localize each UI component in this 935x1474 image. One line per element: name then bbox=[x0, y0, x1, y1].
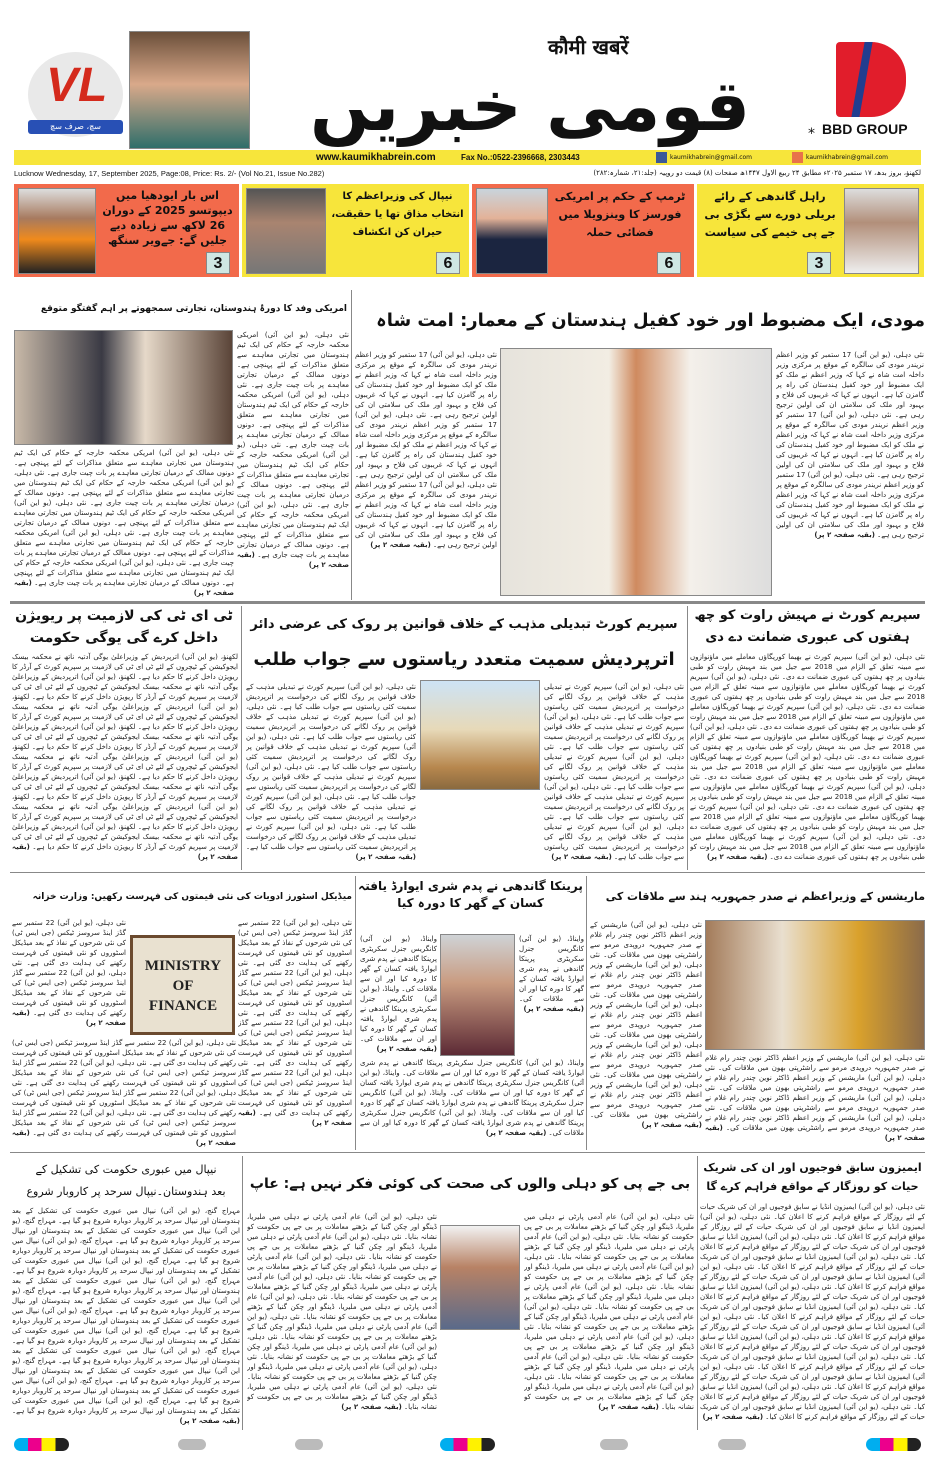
teaser-text: ٹرمپ کے حکم پر امریکی فورسز کا وینزویلا میں فضائی حملہ bbox=[554, 190, 686, 239]
priyanka-body: وایناڈ، (یو این آئی) کانگریس جنرل سکریٹری پرینکا گاندھی نے پدم شری ایوارڈ یافتہ کسان کے گھر کا دورہ کیا اور ان سے ملاقات کی۔ وایناڈ، (یو این آئی) کانگریس جنرل سکریٹری پرینکا گاندھی نے پدم شری ایوارڈ یافتہ کسان کے گھر کا دورہ کیا اور ان سے ملاقات کی۔ وایناڈ، (یو این آئی) کانگریس جنرل سکریٹری پرینکا گاندھی نے پدم شری ایوارڈ یافتہ کسان کے گھر کا دورہ کیا اور ان سے ملاقات کی۔ وایناڈ، (یو این آئی) کانگریس جنرل سکریٹری پرینکا گاندھی نے پدم شری ایوارڈ یافتہ کسان کے گھر کا دورہ کیا اور ان سے ملاقات کی۔ (بقیہ صفحہ ۲ پر) bbox=[360, 1059, 584, 1137]
medical-body: نئی دہلی، (یو این آئی) 22 ستمبر سے گڈز اینڈ سروسز ٹیکس (جی ایس ٹی) کی نئی شرحوں کے نفاذ کے بعد میڈیکل اسٹوروں کو نئی قیمتوں کی فہرست رکھنے کی ہدایت دی گئی ہے۔ نئی دہلی، (یو این آئی) 22 ستمبر سے گڈز اینڈ سروسز ٹیکس (جی ایس ٹی) کی نئی شرحوں کے نفاذ کے بعد میڈیکل اسٹوروں کو نئی قیمتوں کی فہرست رکھنے کی ہدایت دی گئی ہے۔ (بقیہ صفحہ ۲ پر) bbox=[12, 919, 126, 1027]
continued-label: (بقیہ صفحہ ۲ پر) bbox=[702, 1413, 764, 1421]
priyanka-headline[interactable]: پرینکا گاندھی نے پدم شری ایوارڈ یافتہ کسان کے گھر کا دورہ کیا bbox=[358, 879, 583, 910]
mahesh-raut-headline[interactable]: سپریم کورٹ نے مہیش راوت کو چھ ہفتوں کی عبوری ضمانت دے دی bbox=[694, 608, 921, 645]
medical-headline[interactable]: میڈیکل اسٹورز ادویات کی نئی قیمتوں کی فہرست رکھیں: وزارت خزانہ bbox=[32, 892, 352, 902]
left-logo bbox=[28, 52, 123, 137]
continued-label: (بقیہ صفحہ ۲ پر) bbox=[237, 551, 349, 569]
dateline-english: Lucknow Wednesday, 17, September 2025, Page:08, Price: Rs. 2/- (Vol No.21, Issue No.282) bbox=[14, 169, 325, 178]
masthead-star: * bbox=[808, 126, 815, 142]
supreme-court-body: نئی دہلی، (یو این آئی) سپریم کورٹ نے تبدیلی مذہب کے خلاف قوانین پر روک لگانے کی درخواست پر اترپردیش سمیت کئی ریاستوں سے جواب طلب کیا ہے۔ نئی دہلی، (یو این آئی) سپریم کورٹ نے تبدیلی مذہب کے خلاف قوانین پر روک لگانے کی درخواست پر اترپردیش سمیت کئی ریاستوں سے جواب طلب کیا ہے۔ نئی دہلی، (یو این آئی) سپریم کورٹ نے تبدیلی مذہب کے خلاف قوانین پر روک لگانے کی درخواست پر اترپردیش سمیت کئی ریاستوں سے جواب طلب کیا ہے۔ نئی دہلی، (یو این آئی) سپریم کورٹ نے تبدیلی مذہب کے خلاف قوانین پر روک لگانے کی درخواست پر اترپردیش سمیت کئی ریاستوں سے جواب طلب کیا ہے۔ نئی دہلی، (یو این آئی) سپریم کورٹ نے تبدیلی مذہب کے خلاف قوانین پر روک لگانے کی درخواست پر اترپردیش سمیت کئی ریاستوں سے جواب طلب کیا ہے۔ نئی دہلی، (یو این آئی) سپریم کورٹ نے تبدیلی مذہب کے خلاف قوانین پر روک لگانے کی درخواست پر اترپردیش سمیت کئی ریاستوں سے جواب طلب کیا ہے۔ (بقیہ صفحہ ۲ پر) bbox=[246, 683, 416, 861]
page-number: 3 bbox=[807, 252, 831, 274]
column-divider bbox=[687, 606, 688, 870]
medical-body: نئی دہلی، (یو این آئی) 22 ستمبر سے گڈز اینڈ سروسز ٹیکس (جی ایس ٹی) کی نئی شرحوں کے نفاذ کے بعد میڈیکل اسٹوروں کو نئی قیمتوں کی فہرست رکھنے کی ہدایت دی گئی ہے۔ نئی دہلی، (یو این آئی) 22 ستمبر سے گڈز اینڈ سروسز ٹیکس (جی ایس ٹی) کی نئی شرحوں کے نفاذ کے بعد میڈیکل اسٹوروں کو نئی قیمتوں کی فہرست رکھنے کی ہدایت دی گئی ہے۔ نئی دہلی، (یو این آئی) 22 ستمبر سے گڈز اینڈ سروسز ٹیکس (جی ایس ٹی) کی نئی شرحوں کے نفاذ کے بعد میڈیکل اسٹوروں کو نئی قیمتوں کی فہرست رکھنے کی ہدایت دی گئی ہے۔ نئی دہلی، (یو این آئی) 22 ستمبر سے گڈز اینڈ سروسز ٹیکس (جی ایس ٹی) کی نئی شرحوں کے نفاذ کے بعد میڈیکل اسٹوروں کو نئی قیمتوں کی فہرست رکھنے کی ہدایت دی گئی ہے۔ (بقیہ صفحہ ۲ پر) bbox=[238, 919, 352, 1127]
priyanka-photo bbox=[440, 934, 515, 1056]
ministry-of-finance-photo bbox=[130, 935, 235, 1035]
main-story-body: نئی دہلی، (یو این آئی) 17 ستمبر کو وزیر اعظم نریندر مودی کی سالگرہ کے موقع پر مرکزی وزیر داخلہ امت شاہ نے کہا کہ وزیر اعظم نے ملک کو ایک مضبوط اور خود کفیل ہندستان کی راہ پر گامزن کیا ہے۔ انہوں نے کہا کہ غریبوں کی فلاح و بہبود اور ملک کی سلامتی ان کی اولین ترجیح رہی ہے۔ نئی دہلی، (یو این آئی) 17 ستمبر کو وزیر اعظم نریندر مودی کی سالگرہ کے موقع پر مرکزی وزیر داخلہ امت شاہ نے کہا کہ وزیر اعظم نے ملک کو ایک مضبوط اور خود کفیل ہندستان کی راہ پر گامزن کیا ہے۔ انہوں نے کہا کہ غریبوں کی فلاح و بہبود اور ملک کی سلامتی ان کی اولین ترجیح رہی ہے۔ نئی دہلی، (یو این آئی) 17 ستمبر کو وزیر اعظم نریندر مودی کی سالگرہ کے موقع پر مرکزی وزیر داخلہ امت شاہ نے کہا کہ وزیر اعظم نے ملک کو ایک مضبوط اور خود کفیل ہندستان کی راہ پر گامزن کیا ہے۔ انہوں نے کہا کہ غریبوں کی فلاح و بہبود اور ملک کی سلامتی ان کی اولین ترجیح رہی ہے۔ (بقیہ صفحہ ۲ پر) bbox=[355, 351, 497, 549]
continued-label: (بقیہ صفحہ ۲ پر) bbox=[814, 531, 875, 539]
masthead-title: قومی خبریں bbox=[309, 65, 751, 147]
fax-number: Fax No.:0522-2396668, 2303443 bbox=[461, 153, 580, 162]
logo-tagline: سچ، صرف سچ bbox=[28, 120, 123, 134]
column-divider bbox=[241, 606, 242, 870]
nepal-headline[interactable]: نیپال میں عبوری حکومت کی تشکیل کے bbox=[35, 1163, 217, 1176]
amazon-body: نئی دہلی، (یو این آئی) ایمیزون انڈیا نے سابق فوجیوں اور ان کی شریک حیات کے لئے روزگار کے مواقع فراہم کرنے کا اعلان کیا۔ نئی دہلی، (یو این آئی) ایمیزون انڈیا نے سابق فوجیوں اور ان کی شریک حیات کے لئے روزگار کے مواقع فراہم کرنے کا اعلان کیا۔ نئی دہلی، (یو این آئی) ایمیزون انڈیا نے سابق فوجیوں اور ان کی شریک حیات کے لئے روزگار کے مواقع فراہم کرنے کا اعلان کیا۔ نئی دہلی، (یو این آئی) ایمیزون انڈیا نے سابق فوجیوں اور ان کی شریک حیات کے لئے روزگار کے مواقع فراہم کرنے کا اعلان کیا۔ نئی دہلی، (یو این آئی) ایمیزون انڈیا نے سابق فوجیوں اور ان کی شریک حیات کے لئے روزگار کے مواقع فراہم کرنے کا اعلان کیا۔ نئی دہلی، (یو این آئی) ایمیزون انڈیا نے سابق فوجیوں اور ان کی شریک حیات کے لئے روزگار کے مواقع فراہم کرنے کا اعلان کیا۔ نئی دہلی، (یو این آئی) ایمیزون انڈیا نے سابق فوجیوں اور ان کی شریک حیات کے لئے روزگار کے مواقع فراہم کرنے کا اعلان کیا۔ نئی دہلی، (یو این آئی) ایمیزون انڈیا نے سابق فوجیوں اور ان کی شریک حیات کے لئے روزگار کے مواقع فراہم کرنے کا اعلان کیا۔ نئی دہلی، (یو این آئی) ایمیزون انڈیا نے سابق فوجیوں اور ان کی شریک حیات کے لئے روزگار کے مواقع فراہم کرنے کا اعلان کیا۔ نئی دہلی، (یو این آئی) ایمیزون انڈیا نے سابق فوجیوں اور ان کی شریک حیات کے لئے روزگار کے مواقع فراہم کرنے کا اعلان کیا۔ نئی دہلی، (یو این آئی) ایمیزون انڈیا نے سابق فوجیوں اور ان کی شریک حیات کے لئے روزگار کے مواقع فراہم کرنے کا اعلان کیا۔ نئی دہلی، (یو این آئی) ایمیزون انڈیا نے سابق فوجیوں اور ان کی شریک حیات کے لئے روزگار کے مواقع فراہم کرنے کا اعلان کیا۔ نئی دہلی، (یو این آئی) ایمیزون انڈیا نے سابق فوجیوں اور ان کی شریک حیات کے لئے روزگار کے مواقع فراہم کرنے کا اعلان کیا۔ (بقیہ صفحہ ۲ پر) bbox=[700, 1203, 925, 1421]
us-delegation-headline[interactable]: امریکی وفد کا دورۂ ہندوستان، تجارتی سمجھوتے پر اہم گفتگو متوقع bbox=[40, 304, 347, 314]
supreme-court-subheadline[interactable]: اترپردیش سمیت متعدد ریاستوں سے جواب طلب bbox=[253, 649, 675, 670]
bbd-group-label: BBD GROUP bbox=[822, 121, 908, 137]
teaser-photo bbox=[844, 188, 919, 274]
main-headline[interactable]: مودی، ایک مضبوط اور خود کفیل ہندستان کے معمار: امت شاہ bbox=[376, 310, 925, 331]
website-link[interactable]: www.kaumikhabrein.com bbox=[316, 152, 436, 163]
aap-body: نئی دہلی، (یو این آئی) عام آدمی پارٹی نے دہلی میں ملیریا، ڈینگو اور چکن گنیا کے بڑھتے معاملات پر بی جے پی حکومت کو نشانہ بنایا۔ نئی دہلی، (یو این آئی) عام آدمی پارٹی نے دہلی میں ملیریا، ڈینگو اور چکن گنیا کے بڑھتے معاملات پر بی جے پی حکومت کو نشانہ بنایا۔ نئی دہلی، (یو این آئی) عام آدمی پارٹی نے دہلی میں ملیریا، ڈینگو اور چکن گنیا کے بڑھتے معاملات پر بی جے پی حکومت کو نشانہ بنایا۔ نئی دہلی، (یو این آئی) عام آدمی پارٹی نے دہلی میں ملیریا، ڈینگو اور چکن گنیا کے بڑھتے معاملات پر بی جے پی حکومت کو نشانہ بنایا۔ نئی دہلی، (یو این آئی) عام آدمی پارٹی نے دہلی میں ملیریا، ڈینگو اور چکن گنیا کے بڑھتے معاملات پر بی جے پی حکومت کو نشانہ بنایا۔ نئی دہلی، (یو این آئی) عام آدمی پارٹی نے دہلی میں ملیریا، ڈینگو اور چکن گنیا کے بڑھتے معاملات پر بی جے پی حکومت کو نشانہ بنایا۔ نئی دہلی، (یو این آئی) عام آدمی پارٹی نے دہلی میں ملیریا، ڈینگو اور چکن گنیا کے بڑھتے معاملات پر بی جے پی حکومت کو نشانہ بنایا۔ نئی دہلی، (یو این آئی) عام آدمی پارٹی نے دہلی میں ملیریا، ڈینگو اور چکن گنیا کے بڑھتے معاملات پر بی جے پی حکومت کو نشانہ بنایا۔ نئی دہلی، (یو این آئی) عام آدمی پارٹی نے دہلی میں ملیریا، ڈینگو اور چکن گنیا کے بڑھتے معاملات پر بی جے پی حکومت کو نشانہ بنایا۔ (بقیہ صفحہ ۲ پر) bbox=[247, 1213, 437, 1411]
vl-logo-mark: VL bbox=[46, 59, 108, 112]
ministry-sign-text: MINISTRY OF FINANCE bbox=[144, 958, 222, 1014]
continued-label: (بقیہ صفحہ ۲ پر) bbox=[355, 853, 416, 861]
continued-label: (بقیہ صفحہ ۲ پر) bbox=[12, 843, 238, 861]
teaser-text: اس بار ایودھیا میں دیپوتسو 2025 کے دوران 26 لاکھ سے زیادہ دیے جلیں گے: جےویر سنگھ bbox=[102, 189, 233, 247]
us-delegation-body: نئی دہلی، (یو این آئی) امریکی محکمہ خارجہ کے حکام کی ایک ٹیم ہندوستان میں تجارتی معاہدے سے متعلق مذاکرات کے لئے پہنچی ہے۔ دونوں ممالک کے درمیان تجارتی معاہدے پر بات چیت جاری ہے۔ نئی دہلی، (یو این آئی) امریکی محکمہ خارجہ کے حکام کی ایک ٹیم ہندوستان میں تجارتی معاہدے سے متعلق مذاکرات کے لئے پہنچی ہے۔ دونوں ممالک کے درمیان تجارتی معاہدے پر بات چیت جاری ہے۔ نئی دہلی، (یو این آئی) امریکی محکمہ خارجہ کے حکام کی ایک ٹیم ہندوستان میں تجارتی معاہدے سے متعلق مذاکرات کے لئے پہنچی ہے۔ دونوں ممالک کے درمیان تجارتی معاہدے پر بات چیت جاری ہے۔ نئی دہلی، (یو این آئی) امریکی محکمہ خارجہ کے حکام کی ایک ٹیم ہندوستان میں تجارتی معاہدے سے متعلق مذاکرات کے لئے پہنچی ہے۔ دونوں ممالک کے درمیان تجارتی معاہدے پر بات چیت جاری ہے۔ (بقیہ صفحہ ۲ پر) bbox=[237, 331, 349, 569]
us-delegation-body: نئی دہلی، (یو این آئی) امریکی محکمہ خارجہ کے حکام کی ایک ٹیم ہندوستان میں تجارتی معاہدے سے متعلق مذاکرات کے لئے پہنچی ہے۔ دونوں ممالک کے درمیان تجارتی معاہدے پر بات چیت جاری ہے۔ نئی دہلی، (یو این آئی) امریکی محکمہ خارجہ کے حکام کی ایک ٹیم ہندوستان میں تجارتی معاہدے سے متعلق مذاکرات کے لئے پہنچی ہے۔ دونوں ممالک کے درمیان تجارتی معاہدے پر بات چیت جاری ہے۔ نئی دہلی، (یو این آئی) امریکی محکمہ خارجہ کے حکام کی ایک ٹیم ہندوستان میں تجارتی معاہدے سے متعلق مذاکرات کے لئے پہنچی ہے۔ دونوں ممالک کے درمیان تجارتی معاہدے پر بات چیت جاری ہے۔ نئی دہلی، (یو این آئی) امریکی محکمہ خارجہ کے حکام کی ایک ٹیم ہندوستان میں تجارتی معاہدے سے متعلق مذاکرات کے لئے پہنچی ہے۔ دونوں ممالک کے درمیان تجارتی معاہدے پر بات چیت جاری ہے۔ نئی دہلی، (یو این آئی) امریکی محکمہ خارجہ کے حکام کی ایک ٹیم ہندوستان میں تجارتی معاہدے سے متعلق مذاکرات کے لئے پہنچی ہے۔ دونوں ممالک کے درمیان تجارتی معاہدے پر بات چیت جاری ہے۔ (بقیہ صفحہ ۲ پر) bbox=[14, 449, 234, 597]
continued-label: (بقیہ صفحہ ۲ پر) bbox=[551, 853, 612, 861]
email-icon bbox=[792, 152, 803, 163]
mahesh-raut-body: نئی دہلی، (یو این آئی) سپریم کورٹ نے بھیما کوریگاؤں معاملے میں ماؤنوازوں سے مبینہ تعلق کے الزام میں 2018 سے جیل میں بند مہیش راوت کو طبی بنیادوں پر چھ ہفتوں کی عبوری ضمانت دے دی۔ نئی دہلی، (یو این آئی) سپریم کورٹ نے بھیما کوریگاؤں معاملے میں ماؤنوازوں سے مبینہ تعلق کے الزام میں 2018 سے جیل میں بند مہیش راوت کو طبی بنیادوں پر چھ ہفتوں کی عبوری ضمانت دے دی۔ نئی دہلی، (یو این آئی) سپریم کورٹ نے بھیما کوریگاؤں معاملے میں ماؤنوازوں سے مبینہ تعلق کے الزام میں 2018 سے جیل میں بند مہیش راوت کو طبی بنیادوں پر چھ ہفتوں کی عبوری ضمانت دے دی۔ نئی دہلی، (یو این آئی) سپریم کورٹ نے بھیما کوریگاؤں معاملے میں ماؤنوازوں سے مبینہ تعلق کے الزام میں 2018 سے جیل میں بند مہیش راوت کو طبی بنیادوں پر چھ ہفتوں کی عبوری ضمانت دے دی۔ نئی دہلی، (یو این آئی) سپریم کورٹ نے بھیما کوریگاؤں معاملے میں ماؤنوازوں سے مبینہ تعلق کے الزام میں 2018 سے جیل میں بند مہیش راوت کو طبی بنیادوں پر چھ ہفتوں کی عبوری ضمانت دے دی۔ نئی دہلی، (یو این آئی) سپریم کورٹ نے بھیما کوریگاؤں معاملے میں ماؤنوازوں سے مبینہ تعلق کے الزام میں 2018 سے جیل میں بند مہیش راوت کو طبی بنیادوں پر چھ ہفتوں کی عبوری ضمانت دے دی۔ نئی دہلی، (یو این آئی) سپریم کورٹ نے بھیما کوریگاؤں معاملے میں ماؤنوازوں سے مبینہ تعلق کے الزام میں 2018 سے جیل میں بند مہیش راوت کو طبی بنیادوں پر چھ ہفتوں کی عبوری ضمانت دے دی۔ نئی دہلی، (یو این آئی) سپریم کورٹ نے بھیما کوریگاؤں معاملے میں ماؤنوازوں سے مبینہ تعلق کے الزام میں 2018 سے جیل میں بند مہیش راوت کو طبی بنیادوں پر چھ ہفتوں کی عبوری ضمانت دے دی۔ (بقیہ صفحہ ۲ پر) bbox=[690, 653, 925, 861]
nepal-body: مہراج گنج، (یو این آئی) نیپال میں عبوری حکومت کی تشکیل کے بعد ہندوستان اور نیپال سرحد پر کاروبار دوبارہ شروع ہو گیا ہے۔ مہراج گنج، (یو این آئی) نیپال میں عبوری حکومت کی تشکیل کے بعد ہندوستان اور نیپال سرحد پر کاروبار دوبارہ شروع ہو گیا ہے۔ مہراج گنج، (یو این آئی) نیپال میں عبوری حکومت کی تشکیل کے بعد ہندوستان اور نیپال سرحد پر کاروبار دوبارہ شروع ہو گیا ہے۔ مہراج گنج، (یو این آئی) نیپال میں عبوری حکومت کی تشکیل کے بعد ہندوستان اور نیپال سرحد پر کاروبار دوبارہ شروع ہو گیا ہے۔ مہراج گنج، (یو این آئی) نیپال میں عبوری حکومت کی تشکیل کے بعد ہندوستان اور نیپال سرحد پر کاروبار دوبارہ شروع ہو گیا ہے۔ مہراج گنج، (یو این آئی) نیپال میں عبوری حکومت کی تشکیل کے بعد ہندوستان اور نیپال سرحد پر کاروبار دوبارہ شروع ہو گیا ہے۔ مہراج گنج، (یو این آئی) نیپال میں عبوری حکومت کی تشکیل کے بعد ہندوستان اور نیپال سرحد پر کاروبار دوبارہ شروع ہو گیا ہے۔ مہراج گنج، (یو این آئی) نیپال میں عبوری حکومت کی تشکیل کے بعد ہندوستان اور نیپال سرحد پر کاروبار دوبارہ شروع ہو گیا ہے۔ مہراج گنج، (یو این آئی) نیپال میں عبوری حکومت کی تشکیل کے بعد ہندوستان اور نیپال سرحد پر کاروبار دوبارہ شروع ہو گیا ہے۔ مہراج گنج، (یو این آئی) نیپال میں عبوری حکومت کی تشکیل کے بعد ہندوستان اور نیپال سرحد پر کاروبار دوبارہ شروع ہو گیا ہے۔ مہراج گنج، (یو این آئی) نیپال میں عبوری حکومت کی تشکیل کے بعد ہندوستان اور نیپال سرحد پر کاروبار دوبارہ شروع ہو گیا ہے۔ مہراج گنج، (یو این آئی) نیپال میں عبوری حکومت کی تشکیل کے بعد ہندوستان اور نیپال سرحد پر کاروبار دوبارہ شروع ہو گیا ہے۔ (بقیہ صفحہ ۲ پر) bbox=[12, 1207, 240, 1425]
section-divider bbox=[10, 1152, 925, 1153]
column-divider bbox=[242, 1156, 243, 1430]
teaser-rahul[interactable] bbox=[697, 184, 924, 277]
us-delegation-photo bbox=[14, 330, 233, 445]
tet-headline[interactable]: ٹی ای ٹی کی لازمیت پر ریویژن داخل کرے گی یوگی حکومت bbox=[15, 608, 233, 646]
registration-marker bbox=[295, 1439, 323, 1450]
continued-label: (بقیہ صفحہ ۲ پر) bbox=[179, 1417, 240, 1425]
facebook-link[interactable]: kaumikhabrein@gmail.com bbox=[670, 154, 753, 161]
amazon-headline[interactable]: ایمیزون سابق فوجیوں اور ان کی شریک حیات کو روزگار کے مواقع فراہم کرے گا bbox=[703, 1161, 922, 1193]
column-divider bbox=[697, 1156, 698, 1430]
aap-headline[interactable]: بی جے پی کو دہلی والوں کی صحت کی کوئی فکر نہیں ہے: عاپ bbox=[249, 1176, 691, 1192]
cmyk-marker-right bbox=[866, 1438, 921, 1451]
dateline-urdu: لکھنؤ، بروز بدھ، ۱۷ ستمبر ۲۰۲۵ء مطابق ۲۴ ربیع الاول ۱۴۴۷ھ صفحات (۸) قیمت دو روپیہ (جلد:۲۱، شمارہ:۲۸۲) bbox=[593, 169, 921, 177]
teaser-nepal-pm[interactable] bbox=[242, 184, 469, 277]
teaser-photo bbox=[246, 188, 326, 274]
teaser-text: نیپال کی وزیراعظم کا انتخاب مذاق تھا یا حقیقت، حیران کن انکشاف bbox=[331, 191, 464, 238]
continued-label: (بقیہ صفحہ ۲ پر) bbox=[705, 1124, 925, 1142]
aap-body: نئی دہلی، (یو این آئی) عام آدمی پارٹی نے دہلی میں ملیریا، ڈینگو اور چکن گنیا کے بڑھتے معاملات پر بی جے پی حکومت کو نشانہ بنایا۔ نئی دہلی، (یو این آئی) عام آدمی پارٹی نے دہلی میں ملیریا، ڈینگو اور چکن گنیا کے بڑھتے معاملات پر بی جے پی حکومت کو نشانہ بنایا۔ نئی دہلی، (یو این آئی) عام آدمی پارٹی نے دہلی میں ملیریا، ڈینگو اور چکن گنیا کے بڑھتے معاملات پر بی جے پی حکومت کو نشانہ بنایا۔ نئی دہلی، (یو این آئی) عام آدمی پارٹی نے دہلی میں ملیریا، ڈینگو اور چکن گنیا کے بڑھتے معاملات پر بی جے پی حکومت کو نشانہ بنایا۔ نئی دہلی، (یو این آئی) عام آدمی پارٹی نے دہلی میں ملیریا، ڈینگو اور چکن گنیا کے بڑھتے معاملات پر بی جے پی حکومت کو نشانہ بنایا۔ نئی دہلی، (یو این آئی) عام آدمی پارٹی نے دہلی میں ملیریا، ڈینگو اور چکن گنیا کے بڑھتے معاملات پر بی جے پی حکومت کو نشانہ بنایا۔ نئی دہلی، (یو این آئی) عام آدمی پارٹی نے دہلی میں ملیریا، ڈینگو اور چکن گنیا کے بڑھتے معاملات پر بی جے پی حکومت کو نشانہ بنایا۔ نئی دہلی، (یو این آئی) عام آدمی پارٹی نے دہلی میں ملیریا، ڈینگو اور چکن گنیا کے بڑھتے معاملات پر بی جے پی حکومت کو نشانہ بنایا۔ (بقیہ صفحہ ۲ پر) bbox=[524, 1213, 694, 1411]
mauritius-body: نئی دہلی، (یو این آئی) ماریشس کے وزیر اعظم ڈاکٹر نوین چندر رام غلام نے صدر جمہوریہ دروپدی مرمو سے راشٹرپتی بھون میں ملاقات کی۔ نئی دہلی، (یو این آئی) ماریشس کے وزیر اعظم ڈاکٹر نوین چندر رام غلام نے صدر جمہوریہ دروپدی مرمو سے راشٹرپتی بھون میں ملاقات کی۔ نئی دہلی، (یو این آئی) ماریشس کے وزیر اعظم ڈاکٹر نوین چندر رام غلام نے صدر جمہوریہ دروپدی مرمو سے راشٹرپتی بھون میں ملاقات کی۔ نئی دہلی، (یو این آئی) ماریشس کے وزیر اعظم ڈاکٹر نوین چندر رام غلام نے صدر جمہوریہ دروپدی مرمو سے راشٹرپتی بھون میں ملاقات کی۔ نئی دہلی، (یو این آئی) ماریشس کے وزیر اعظم ڈاکٹر نوین چندر رام غلام نے صدر جمہوریہ دروپدی مرمو سے راشٹرپتی بھون میں ملاقات کی۔ (بقیہ صفحہ ۲ پر) bbox=[590, 921, 702, 1129]
bbd-logo bbox=[836, 42, 906, 117]
registration-marker bbox=[718, 1439, 746, 1450]
column-divider bbox=[355, 876, 356, 1150]
tet-body: لکھنؤ، (یو این آئی) اترپردیش کے وزیراعلیٰ یوگی آدتیہ ناتھ نے محکمہ بیسک ایجوکیشن کے ٹیچروں کے لئے ٹی ای ٹی کی لازمیت پر سپریم کورٹ کے آرڈر کا ریویژن داخل کرنے کا حکم دیا ہے۔ لکھنؤ، (یو این آئی) اترپردیش کے وزیراعلیٰ یوگی آدتیہ ناتھ نے محکمہ بیسک ایجوکیشن کے ٹیچروں کے لئے ٹی ای ٹی کی لازمیت پر سپریم کورٹ کے آرڈر کا ریویژن داخل کرنے کا حکم دیا ہے۔ لکھنؤ، (یو این آئی) اترپردیش کے وزیراعلیٰ یوگی آدتیہ ناتھ نے محکمہ بیسک ایجوکیشن کے ٹیچروں کے لئے ٹی ای ٹی کی لازمیت پر سپریم کورٹ کے آرڈر کا ریویژن داخل کرنے کا حکم دیا ہے۔ لکھنؤ، (یو این آئی) اترپردیش کے وزیراعلیٰ یوگی آدتیہ ناتھ نے محکمہ بیسک ایجوکیشن کے ٹیچروں کے لئے ٹی ای ٹی کی لازمیت پر سپریم کورٹ کے آرڈر کا ریویژن داخل کرنے کا حکم دیا ہے۔ لکھنؤ، (یو این آئی) اترپردیش کے وزیراعلیٰ یوگی آدتیہ ناتھ نے محکمہ بیسک ایجوکیشن کے ٹیچروں کے لئے ٹی ای ٹی کی لازمیت پر سپریم کورٹ کے آرڈر کا ریویژن داخل کرنے کا حکم دیا ہے۔ لکھنؤ، (یو این آئی) اترپردیش کے وزیراعلیٰ یوگی آدتیہ ناتھ نے محکمہ بیسک ایجوکیشن کے ٹیچروں کے لئے ٹی ای ٹی کی لازمیت پر سپریم کورٹ کے آرڈر کا ریویژن داخل کرنے کا حکم دیا ہے۔ لکھنؤ، (یو این آئی) اترپردیش کے وزیراعلیٰ یوگی آدتیہ ناتھ نے محکمہ بیسک ایجوکیشن کے ٹیچروں کے لئے ٹی ای ٹی کی لازمیت پر سپریم کورٹ کے آرڈر کا ریویژن داخل کرنے کا حکم دیا ہے۔ لکھنؤ، (یو این آئی) اترپردیش کے وزیراعلیٰ یوگی آدتیہ ناتھ نے محکمہ بیسک ایجوکیشن کے ٹیچروں کے لئے ٹی ای ٹی کی لازمیت پر سپریم کورٹ کے آرڈر کا ریویژن داخل کرنے کا حکم دیا ہے۔ (بقیہ صفحہ ۲ پر) bbox=[12, 653, 238, 861]
hindi-title: कौमी खबरें bbox=[548, 35, 629, 59]
continued-label: (بقیہ صفحہ ۲ پر) bbox=[341, 1403, 402, 1411]
continued-label: (بقیہ صفحہ ۲ پر) bbox=[376, 1045, 437, 1053]
mauritius-meeting-photo bbox=[705, 920, 925, 1050]
info-bar bbox=[14, 150, 921, 165]
teaser-photo bbox=[18, 188, 96, 274]
column-divider bbox=[586, 876, 587, 1150]
supreme-court-body: نئی دہلی، (یو این آئی) سپریم کورٹ نے تبدیلی مذہب کے خلاف قوانین پر روک لگانے کی درخواست پر اترپردیش سمیت کئی ریاستوں سے جواب طلب کیا ہے۔ نئی دہلی، (یو این آئی) سپریم کورٹ نے تبدیلی مذہب کے خلاف قوانین پر روک لگانے کی درخواست پر اترپردیش سمیت کئی ریاستوں سے جواب طلب کیا ہے۔ نئی دہلی، (یو این آئی) سپریم کورٹ نے تبدیلی مذہب کے خلاف قوانین پر روک لگانے کی درخواست پر اترپردیش سمیت کئی ریاستوں سے جواب طلب کیا ہے۔ نئی دہلی، (یو این آئی) سپریم کورٹ نے تبدیلی مذہب کے خلاف قوانین پر روک لگانے کی درخواست پر اترپردیش سمیت کئی ریاستوں سے جواب طلب کیا ہے۔ نئی دہلی، (یو این آئی) سپریم کورٹ نے تبدیلی مذہب کے خلاف قوانین پر روک لگانے کی درخواست پر اترپردیش سمیت کئی ریاستوں سے جواب طلب کیا ہے۔ (بقیہ صفحہ ۲ پر) bbox=[544, 683, 684, 861]
continued-label: (بقیہ صفحہ ۲ پر) bbox=[12, 1009, 126, 1027]
page-number: 6 bbox=[657, 252, 681, 274]
teaser-text: راہل گاندھی کے رائے بریلی دورے سے بگڑی بی جے پی خیمے کی سیاست bbox=[704, 190, 836, 239]
column-divider bbox=[351, 290, 352, 600]
page-number: 6 bbox=[436, 252, 460, 274]
amit-shah-photo bbox=[500, 348, 772, 596]
priyanka-body: وایناڈ، (یو این آئی) کانگریس جنرل سکریٹری پرینکا گاندھی نے پدم شری ایوارڈ یافتہ کسان کے گھر کا دورہ کیا اور ان سے ملاقات کی۔ وایناڈ، (یو این آئی) کانگریس جنرل سکریٹری پرینکا گاندھی نے پدم شری ایوارڈ یافتہ کسان کے گھر کا دورہ کیا اور ان سے ملاقات کی۔ (بقیہ صفحہ ۲ پر) bbox=[360, 935, 437, 1053]
page-number: 3 bbox=[206, 252, 230, 274]
teaser-trump[interactable] bbox=[472, 184, 694, 277]
medical-body: نئی دہلی، (یو این آئی) 22 ستمبر سے گڈز اینڈ سروسز ٹیکس (جی ایس ٹی) کی نئی شرحوں کے نفاذ کے بعد میڈیکل اسٹوروں کو نئی قیمتوں کی فہرست رکھنے کی ہدایت دی گئی ہے۔ نئی دہلی، (یو این آئی) 22 ستمبر سے گڈز اینڈ سروسز ٹیکس (جی ایس ٹی) کی نئی شرحوں کے نفاذ کے بعد میڈیکل اسٹوروں کو نئی قیمتوں کی فہرست رکھنے کی ہدایت دی گئی ہے۔ نئی دہلی، (یو این آئی) 22 ستمبر سے گڈز اینڈ سروسز ٹیکس (جی ایس ٹی) کی نئی شرحوں کے نفاذ کے بعد میڈیکل اسٹوروں کو نئی قیمتوں کی فہرست رکھنے کی ہدایت دی گئی ہے۔ نئی دہلی، (یو این آئی) 22 ستمبر سے گڈز اینڈ سروسز ٹیکس (جی ایس ٹی) کی نئی شرحوں کے نفاذ کے بعد میڈیکل اسٹوروں کو نئی قیمتوں کی فہرست رکھنے کی ہدایت دی گئی ہے۔ (بقیہ صفحہ ۲ پر) bbox=[12, 1039, 236, 1147]
continued-label: (بقیہ صفحہ ۲ پر) bbox=[370, 541, 431, 549]
continued-label: (بقیہ صفحہ ۲ پر) bbox=[14, 579, 234, 597]
priyanka-body: وایناڈ، (یو این آئی) کانگریس جنرل سکریٹری پرینکا گاندھی نے پدم شری ایوارڈ یافتہ کسان کے گھر کا دورہ کیا اور ان سے ملاقات کی۔ (بقیہ صفحہ ۲ پر) bbox=[519, 935, 584, 1013]
nepal-subheadline[interactable]: بعد ہندوستان۔نیپال سرحد پر کاروبار شروع bbox=[26, 1185, 226, 1198]
cmyk-marker-center bbox=[440, 1438, 495, 1451]
facebook-icon bbox=[656, 152, 667, 163]
continued-label: (بقیہ صفحہ ۲ پر) bbox=[238, 1109, 352, 1127]
email-link[interactable]: kaumikhabrein@gmail.com bbox=[806, 154, 889, 161]
section-divider bbox=[10, 872, 925, 873]
registration-marker bbox=[600, 1439, 628, 1450]
section-divider bbox=[10, 601, 925, 604]
aap-leader-photo bbox=[440, 1225, 520, 1330]
supreme-court-headline[interactable]: سپریم کورٹ تبدیلی مذہب کے خلاف قوانین پر روک کی عرضی دائر bbox=[250, 617, 678, 632]
continued-label: (بقیہ صفحہ ۲ پر) bbox=[485, 1129, 547, 1137]
celebrity-photo bbox=[129, 31, 250, 149]
teaser-deepotsav[interactable] bbox=[14, 184, 239, 277]
bbd-logo-stripe bbox=[851, 42, 872, 117]
continued-label: (بقیہ صفحہ ۲ پر) bbox=[598, 1403, 659, 1411]
continued-label: (بقیہ صفحہ ۲ پر) bbox=[523, 1005, 584, 1013]
continued-label: (بقیہ صفحہ ۲ پر) bbox=[12, 1129, 236, 1147]
cmyk-marker-left bbox=[14, 1438, 69, 1451]
mauritius-body: نئی دہلی، (یو این آئی) ماریشس کے وزیر اعظم ڈاکٹر نوین چندر رام غلام نے صدر جمہوریہ دروپدی مرمو سے راشٹرپتی بھون میں ملاقات کی۔ نئی دہلی، (یو این آئی) ماریشس کے وزیر اعظم ڈاکٹر نوین چندر رام غلام نے صدر جمہوریہ دروپدی مرمو سے راشٹرپتی بھون میں ملاقات کی۔ نئی دہلی، (یو این آئی) ماریشس کے وزیر اعظم ڈاکٹر نوین چندر رام غلام نے صدر جمہوریہ دروپدی مرمو سے راشٹرپتی بھون میں ملاقات کی۔ نئی دہلی، (یو این آئی) ماریشس کے وزیر اعظم ڈاکٹر نوین چندر رام غلام نے صدر جمہوریہ دروپدی مرمو سے راشٹرپتی بھون میں ملاقات کی۔ (بقیہ صفحہ ۲ پر) bbox=[705, 1054, 925, 1142]
main-story-body: نئی دہلی، (یو این آئی) 17 ستمبر کو وزیر اعظم نریندر مودی کی سالگرہ کے موقع پر مرکزی وزیر داخلہ امت شاہ نے کہا کہ وزیر اعظم نے ملک کو ایک مضبوط اور خود کفیل ہندستان کی راہ پر گامزن کیا ہے۔ انہوں نے کہا کہ غریبوں کی فلاح و بہبود اور ملک کی سلامتی ان کی اولین ترجیح رہی ہے۔ نئی دہلی، (یو این آئی) 17 ستمبر کو وزیر اعظم نریندر مودی کی سالگرہ کے موقع پر مرکزی وزیر داخلہ امت شاہ نے کہا کہ وزیر اعظم نے ملک کو ایک مضبوط اور خود کفیل ہندستان کی راہ پر گامزن کیا ہے۔ انہوں نے کہا کہ غریبوں کی فلاح و بہبود اور ملک کی سلامتی ان کی اولین ترجیح رہی ہے۔ نئی دہلی، (یو این آئی) 17 ستمبر کو وزیر اعظم نریندر مودی کی سالگرہ کے موقع پر مرکزی وزیر داخلہ امت شاہ نے کہا کہ وزیر اعظم نے ملک کو ایک مضبوط اور خود کفیل ہندستان کی راہ پر گامزن کیا ہے۔ انہوں نے کہا کہ غریبوں کی فلاح و بہبود اور ملک کی سلامتی ان کی اولین ترجیح رہی ہے۔ (بقیہ صفحہ ۲ پر) bbox=[776, 351, 924, 539]
supreme-court-photo bbox=[420, 680, 540, 790]
registration-marker bbox=[178, 1439, 206, 1450]
continued-label: (بقیہ صفحہ ۲ پر) bbox=[641, 1121, 702, 1129]
continued-label: (بقیہ صفحہ ۲ پر) bbox=[706, 853, 768, 861]
mauritius-headline[interactable]: ماریشس کے وزیراعظم نے صدر جمہوریہ ہند سے ملاقات کی bbox=[605, 890, 925, 903]
teaser-photo bbox=[476, 188, 548, 274]
